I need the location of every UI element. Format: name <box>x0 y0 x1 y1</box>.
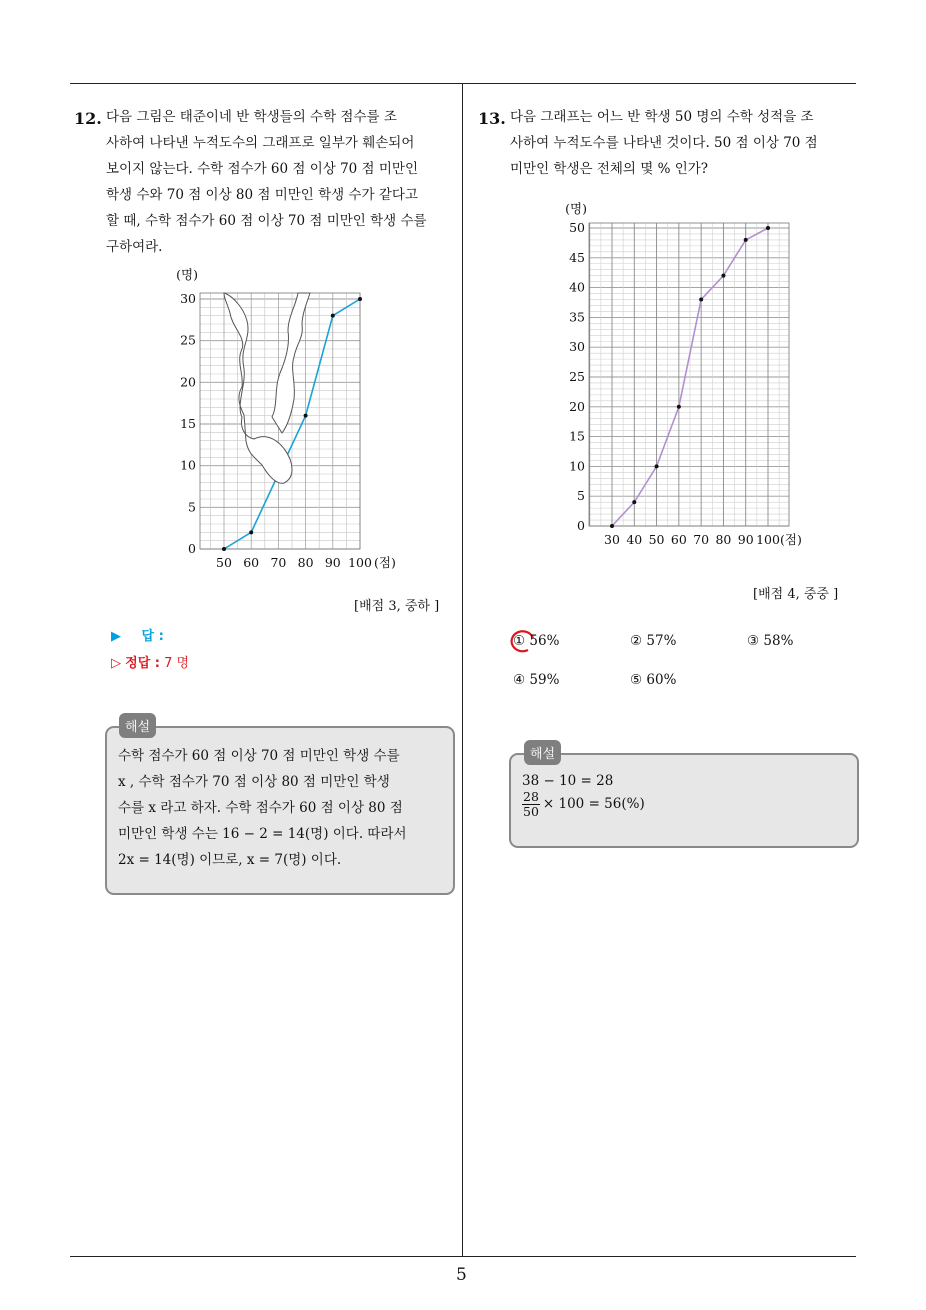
y-tick-label: 25 <box>569 369 585 384</box>
fraction-denominator: 50 <box>523 804 539 819</box>
y-tick-label: 45 <box>569 249 585 265</box>
q12-explain-line: 수학 점수가 60 점 이상 70 점 미만인 학생 수를 <box>118 748 400 764</box>
x-tick-label: 100 <box>756 532 780 547</box>
choice-3[interactable]: ③ 58% <box>747 633 794 649</box>
q13-line: 미만인 학생은 전체의 몇 % 인가? <box>510 161 709 177</box>
y-tick-label: 50 <box>569 220 585 235</box>
fraction-numerator: 28 <box>523 789 539 804</box>
y-tick-label: 30 <box>180 291 196 306</box>
q13-line: 다음 그래프는 어느 반 학생 50 명의 수학 성적을 조 <box>510 109 814 125</box>
x-tick-label: 60 <box>670 532 687 547</box>
data-point <box>249 530 253 534</box>
correct-label: 정답 : <box>125 656 160 671</box>
q12-explanation-tag: 해설 <box>119 713 156 738</box>
data-point <box>655 464 659 468</box>
data-point <box>358 297 362 301</box>
q13-explanation-line2 <box>522 790 645 819</box>
q12-points: [배점 3, 중하 ] <box>354 599 440 614</box>
bottom-rule <box>70 1256 856 1257</box>
x-tick-label: 70 <box>693 532 710 547</box>
y-tick-label: 35 <box>569 309 585 325</box>
q12-line: 할 때, 수학 점수가 60 점 이상 70 점 미만인 학생 수를 <box>106 213 427 229</box>
data-point <box>677 405 681 409</box>
top-rule <box>70 83 856 84</box>
q13-points: [배점 4, 중중 ] <box>753 587 839 602</box>
choice-5[interactable]: ⑤ 60% <box>630 672 677 688</box>
y-tick-label: 30 <box>569 339 585 355</box>
y-tick-label: 10 <box>180 457 196 473</box>
y-tick-label: 0 <box>577 518 585 533</box>
question-12-number: 12. <box>74 109 102 128</box>
choice-2[interactable]: ② 57% <box>630 633 677 649</box>
y-tick-label: 25 <box>180 332 196 348</box>
q12-line: 학생 수와 70 점 이상 80 점 미만인 학생 수가 같다고 <box>106 187 419 203</box>
x-tick-label: 30 <box>604 532 620 547</box>
data-point <box>721 274 725 278</box>
x-tick-label: 80 <box>297 555 314 570</box>
data-point <box>304 414 308 418</box>
q13-cumulative-chart <box>555 195 815 555</box>
x-tick-label: 60 <box>243 555 260 570</box>
data-point <box>610 524 614 528</box>
q12-explain-line: 미만인 학생 수는 16 − 2 = 14(명) 이다. 따라서 <box>118 826 407 842</box>
column-divider <box>462 83 463 1257</box>
q12-line: 보이지 않는다. 수학 점수가 60 점 이상 70 점 미만인 <box>106 161 419 177</box>
q12-answer-row <box>111 625 164 644</box>
torn-region <box>272 293 310 433</box>
data-point <box>744 238 748 242</box>
explain-rest: × 100 = 56(%) <box>542 796 645 812</box>
data-point <box>632 500 636 504</box>
page-number: 5 <box>456 1265 467 1285</box>
y-axis-label: (명) <box>176 267 198 282</box>
q12-line: 사하여 나타낸 누적도수의 그래프로 일부가 훼손되어 <box>106 135 415 151</box>
q12-explain-line: 수를 x 라고 하자. 수학 점수가 60 점 이상 80 점 <box>118 800 403 816</box>
x-tick-label: 70 <box>270 555 287 570</box>
y-tick-label: 15 <box>569 428 585 444</box>
y-tick-label: 0 <box>188 541 196 556</box>
q12-explain-line: 2x = 14(명) 이므로, x = 7(명) 이다. <box>118 852 342 868</box>
y-tick-label: 5 <box>188 499 196 515</box>
y-axis-label: (명) <box>565 201 587 216</box>
y-tick-label: 5 <box>577 488 585 504</box>
x-tick-label: 90 <box>737 532 754 547</box>
y-tick-label: 10 <box>569 458 585 474</box>
data-point <box>766 226 770 230</box>
choice-1[interactable]: ① 56% <box>513 633 560 649</box>
q13-explanation-line1: 38 − 10 = 28 <box>522 773 614 789</box>
answer-arrow-icon: ▶ <box>111 629 121 644</box>
x-axis-label: (점) <box>374 555 396 570</box>
x-tick-label: 80 <box>715 532 732 547</box>
choice-4[interactable]: ④ 59% <box>513 672 560 688</box>
plot-frame <box>589 223 789 526</box>
data-point <box>222 547 226 551</box>
question-12-text <box>106 104 458 260</box>
q13-explanation-tag: 해설 <box>524 740 561 765</box>
data-point <box>699 298 703 302</box>
y-tick-label: 15 <box>180 416 196 431</box>
q12-cumulative-chart <box>170 265 420 575</box>
q12-line: 구하여라. <box>106 239 163 255</box>
x-tick-label: 40 <box>626 532 643 547</box>
correct-value: 7 명 <box>164 656 190 671</box>
x-tick-label: 50 <box>648 532 665 547</box>
q13-line: 사하여 누적도수를 나타낸 것이다. 50 점 이상 70 점 <box>510 135 818 151</box>
x-tick-label: 100 <box>348 555 372 570</box>
question-13-number: 13. <box>478 109 506 128</box>
answer-label: 답 : <box>141 629 164 644</box>
fraction <box>522 790 540 819</box>
x-tick-label: 90 <box>324 555 341 570</box>
x-axis-label: (점) <box>780 532 802 547</box>
x-tick-label: 50 <box>216 555 232 570</box>
q12-correct-row <box>111 652 189 671</box>
q12-explain-line: x , 수학 점수가 70 점 이상 80 점 미만인 학생 <box>118 774 390 790</box>
y-tick-label: 20 <box>180 374 196 390</box>
y-tick-label: 40 <box>569 279 585 295</box>
y-tick-label: 20 <box>569 398 585 414</box>
data-point <box>331 314 335 318</box>
q12-explanation-text <box>118 743 448 873</box>
question-13-text <box>510 104 860 182</box>
correct-arrow-icon: ▷ <box>111 656 121 671</box>
q12-line: 다음 그림은 태준이네 반 학생들의 수학 점수를 조 <box>106 109 397 125</box>
